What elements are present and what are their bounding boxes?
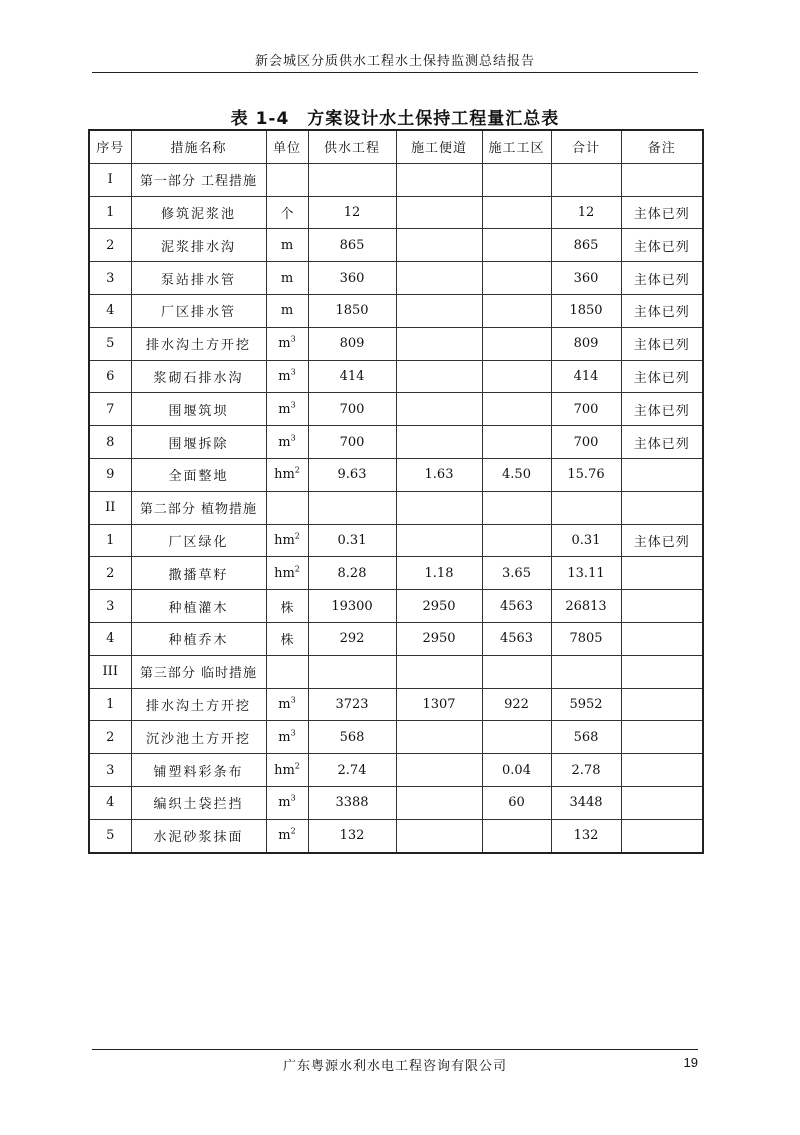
empty-cell (621, 655, 703, 688)
unit-base: hm (274, 565, 295, 581)
unit-exponent: 3 (290, 433, 296, 443)
row-number: 4 (89, 294, 131, 327)
total-value: 13.11 (551, 557, 621, 590)
unit-base: 个 (280, 206, 294, 222)
measure-name: 排水沟土方开挖 (131, 327, 266, 360)
unit-exponent: 3 (290, 695, 296, 705)
table-row (89, 327, 703, 360)
page-number: 19 (683, 1055, 698, 1070)
unit-cell (266, 590, 308, 623)
empty-cell (308, 163, 396, 196)
total-value: 700 (551, 393, 621, 426)
total-value: 865 (551, 229, 621, 262)
header-divider (92, 72, 698, 73)
empty-cell (551, 491, 621, 524)
unit-base: m (280, 303, 294, 319)
construction-camp-value (482, 327, 551, 360)
construction-road-value (396, 196, 482, 229)
row-number: 2 (89, 721, 131, 754)
construction-camp-value (482, 819, 551, 852)
remark: 主体已列 (621, 229, 703, 262)
measure-name: 铺塑料彩条布 (131, 754, 266, 787)
construction-road-value (396, 754, 482, 787)
construction-camp-value: 60 (482, 786, 551, 819)
supply-project-value: 2.74 (308, 754, 396, 787)
table-row (89, 426, 703, 459)
unit-exponent: 2 (290, 826, 296, 836)
column-header: 备注 (621, 130, 703, 163)
row-number: 1 (89, 524, 131, 557)
construction-camp-value (482, 294, 551, 327)
measure-name: 浆砌石排水沟 (131, 360, 266, 393)
unit-base: m (278, 696, 291, 712)
construction-road-value (396, 294, 482, 327)
row-number: 7 (89, 393, 131, 426)
total-value: 360 (551, 262, 621, 295)
remark: 主体已列 (621, 294, 703, 327)
unit-exponent: 3 (290, 794, 296, 803)
construction-road-value (396, 327, 482, 360)
remark (621, 590, 703, 623)
unit-cell (266, 786, 308, 819)
unit-exponent: 2 (294, 531, 300, 541)
construction-camp-value: 4563 (482, 622, 551, 655)
measure-name: 编织土袋拦挡 (131, 786, 266, 819)
construction-camp-value (482, 262, 551, 295)
remark (621, 819, 703, 852)
running-header: 新会城区分质供水工程水土保持监测总结报告 (254, 54, 535, 69)
column-header: 施工工区 (482, 130, 551, 163)
section-title: 第三部分 临时措施 (131, 655, 266, 688)
construction-camp-value (482, 360, 551, 393)
measure-name: 围堰筑坝 (131, 393, 266, 426)
row-number: 5 (89, 819, 131, 852)
unit-cell (266, 819, 308, 852)
construction-camp-value (482, 229, 551, 262)
empty-cell (308, 655, 396, 688)
measure-name: 沉沙池土方开挖 (131, 721, 266, 754)
total-value: 809 (551, 327, 621, 360)
measure-name: 修筑泥浆池 (131, 196, 266, 229)
column-header: 单位 (266, 130, 308, 163)
construction-road-value: 2950 (396, 622, 482, 655)
section-index: II (89, 491, 131, 524)
table-row (89, 622, 703, 655)
supply-project-value: 0.31 (308, 524, 396, 557)
section-title: 第二部分 植物措施 (131, 491, 266, 524)
unit-cell (266, 360, 308, 393)
unit-exponent: 3 (290, 400, 296, 410)
supply-project-value: 8.28 (308, 557, 396, 590)
table-header-row (89, 130, 703, 163)
unit-cell (266, 327, 308, 360)
construction-road-value (396, 262, 482, 295)
remark: 主体已列 (621, 524, 703, 557)
total-value: 5952 (551, 688, 621, 721)
unit-base: m (280, 237, 294, 253)
footer-divider (92, 1049, 698, 1050)
unit-exponent: 2 (294, 761, 300, 771)
construction-road-value: 1.18 (396, 557, 482, 590)
unit-base: hm (274, 762, 295, 778)
construction-road-value (396, 819, 482, 852)
empty-cell (396, 491, 482, 524)
row-number: 9 (89, 458, 131, 491)
unit-exponent: 2 (294, 466, 300, 476)
measure-name: 厂区排水管 (131, 294, 266, 327)
total-value: 414 (551, 360, 621, 393)
supply-project-value: 700 (308, 426, 396, 459)
empty-cell (266, 655, 308, 688)
construction-camp-value (482, 393, 551, 426)
unit-exponent: 3 (290, 334, 296, 344)
construction-camp-value: 4563 (482, 590, 551, 623)
construction-camp-value: 3.65 (482, 557, 551, 590)
unit-cell (266, 622, 308, 655)
table-row (89, 196, 703, 229)
supply-project-value: 292 (308, 622, 396, 655)
table-title: 表 1-4 方案设计水土保持工程量汇总表 (230, 109, 560, 129)
remark: 主体已列 (621, 360, 703, 393)
supply-project-value: 9.63 (308, 458, 396, 491)
construction-road-value (396, 786, 482, 819)
total-value: 132 (551, 819, 621, 852)
total-value: 12 (551, 196, 621, 229)
construction-road-value (396, 426, 482, 459)
unit-base: m (278, 795, 291, 811)
remark (621, 754, 703, 787)
table-row (89, 458, 703, 491)
empty-cell (308, 491, 396, 524)
empty-cell (266, 491, 308, 524)
unit-cell (266, 754, 308, 787)
construction-road-value: 1.63 (396, 458, 482, 491)
remark: 主体已列 (621, 393, 703, 426)
unit-exponent: 2 (294, 564, 300, 574)
measure-name: 厂区绿化 (131, 524, 266, 557)
empty-cell (482, 163, 551, 196)
table-row (89, 721, 703, 754)
remark: 主体已列 (621, 327, 703, 360)
empty-cell (621, 163, 703, 196)
construction-camp-value (482, 524, 551, 557)
section-title: 第一部分 工程措施 (131, 163, 266, 196)
remark: 主体已列 (621, 262, 703, 295)
supply-project-value: 3723 (308, 688, 396, 721)
unit-cell (266, 688, 308, 721)
remark (621, 688, 703, 721)
table-row (89, 524, 703, 557)
measure-name: 撒播草籽 (131, 557, 266, 590)
construction-road-value: 2950 (396, 590, 482, 623)
unit-cell (266, 393, 308, 426)
unit-cell (266, 294, 308, 327)
empty-cell (266, 163, 308, 196)
empty-cell (482, 491, 551, 524)
table-row (89, 688, 703, 721)
row-number: 1 (89, 688, 131, 721)
construction-road-value (396, 360, 482, 393)
row-number: 4 (89, 622, 131, 655)
table-row (89, 819, 703, 852)
unit-cell (266, 426, 308, 459)
table-row (89, 786, 703, 819)
supply-project-value: 809 (308, 327, 396, 360)
construction-road-value (396, 524, 482, 557)
row-number: 3 (89, 262, 131, 295)
unit-base: m (280, 270, 294, 286)
table-row (89, 590, 703, 623)
unit-cell (266, 458, 308, 491)
row-number: 2 (89, 229, 131, 262)
supply-project-value: 1850 (308, 294, 396, 327)
table-row (89, 754, 703, 787)
remark (621, 721, 703, 754)
empty-cell (621, 491, 703, 524)
supply-project-value: 568 (308, 721, 396, 754)
unit-base: hm (274, 532, 295, 548)
section-index: I (89, 163, 131, 196)
table-row (89, 393, 703, 426)
supply-project-value: 12 (308, 196, 396, 229)
remark (621, 786, 703, 819)
total-value: 700 (551, 426, 621, 459)
section-row (89, 655, 703, 688)
table-body (89, 163, 703, 852)
measure-name: 围堰拆除 (131, 426, 266, 459)
supply-project-value: 865 (308, 229, 396, 262)
section-index: III (89, 655, 131, 688)
unit-base: m (278, 434, 291, 450)
unit-base: m (278, 729, 291, 745)
total-value: 7805 (551, 622, 621, 655)
supply-project-value: 132 (308, 819, 396, 852)
total-value: 1850 (551, 294, 621, 327)
unit-base: 株 (280, 600, 294, 616)
total-value: 0.31 (551, 524, 621, 557)
construction-road-value (396, 393, 482, 426)
total-value: 26813 (551, 590, 621, 623)
unit-exponent: 3 (290, 367, 296, 377)
measure-name: 水泥砂浆抹面 (131, 819, 266, 852)
empty-cell (551, 655, 621, 688)
construction-road-value (396, 229, 482, 262)
footer-company: 广东粤源水利水电工程咨询有限公司 (282, 1059, 507, 1074)
measure-name: 泵站排水管 (131, 262, 266, 295)
row-number: 8 (89, 426, 131, 459)
supply-project-value: 360 (308, 262, 396, 295)
column-header: 施工便道 (396, 130, 482, 163)
row-number: 4 (89, 786, 131, 819)
section-row (89, 491, 703, 524)
unit-base: m (278, 828, 291, 844)
remark (621, 622, 703, 655)
unit-cell (266, 524, 308, 557)
unit-cell (266, 229, 308, 262)
quantity-summary-table (88, 129, 704, 854)
table-row (89, 229, 703, 262)
column-header: 合计 (551, 130, 621, 163)
construction-camp-value (482, 196, 551, 229)
construction-camp-value: 922 (482, 688, 551, 721)
measure-name: 排水沟土方开挖 (131, 688, 266, 721)
unit-base: 株 (280, 633, 294, 649)
construction-camp-value (482, 721, 551, 754)
table-row (89, 557, 703, 590)
row-number: 1 (89, 196, 131, 229)
empty-cell (396, 655, 482, 688)
unit-cell (266, 557, 308, 590)
construction-road-value (396, 721, 482, 754)
unit-cell (266, 262, 308, 295)
remark: 主体已列 (621, 196, 703, 229)
unit-cell (266, 721, 308, 754)
row-number: 3 (89, 590, 131, 623)
empty-cell (396, 163, 482, 196)
table-row (89, 294, 703, 327)
table-row (89, 360, 703, 393)
measure-name: 种植灌木 (131, 590, 266, 623)
unit-base: hm (274, 467, 295, 483)
unit-base: m (278, 336, 291, 352)
column-header: 序号 (89, 130, 131, 163)
supply-project-value: 3388 (308, 786, 396, 819)
construction-camp-value: 4.50 (482, 458, 551, 491)
unit-base: m (278, 368, 291, 384)
supply-project-value: 414 (308, 360, 396, 393)
measure-name: 全面整地 (131, 458, 266, 491)
column-header: 供水工程 (308, 130, 396, 163)
column-header: 措施名称 (131, 130, 266, 163)
row-number: 5 (89, 327, 131, 360)
construction-camp-value (482, 426, 551, 459)
total-value: 568 (551, 721, 621, 754)
total-value: 15.76 (551, 458, 621, 491)
row-number: 3 (89, 754, 131, 787)
measure-name: 泥浆排水沟 (131, 229, 266, 262)
remark (621, 458, 703, 491)
empty-cell (551, 163, 621, 196)
row-number: 2 (89, 557, 131, 590)
measure-name: 种植乔木 (131, 622, 266, 655)
section-row (89, 163, 703, 196)
total-value: 3448 (551, 786, 621, 819)
empty-cell (482, 655, 551, 688)
supply-project-value: 19300 (308, 590, 396, 623)
unit-base: m (278, 401, 291, 417)
construction-camp-value: 0.04 (482, 754, 551, 787)
remark (621, 557, 703, 590)
unit-exponent: 3 (290, 728, 296, 738)
supply-project-value: 700 (308, 393, 396, 426)
row-number: 6 (89, 360, 131, 393)
construction-road-value: 1307 (396, 688, 482, 721)
table-row (89, 262, 703, 295)
unit-cell (266, 196, 308, 229)
total-value: 2.78 (551, 754, 621, 787)
remark: 主体已列 (621, 426, 703, 459)
